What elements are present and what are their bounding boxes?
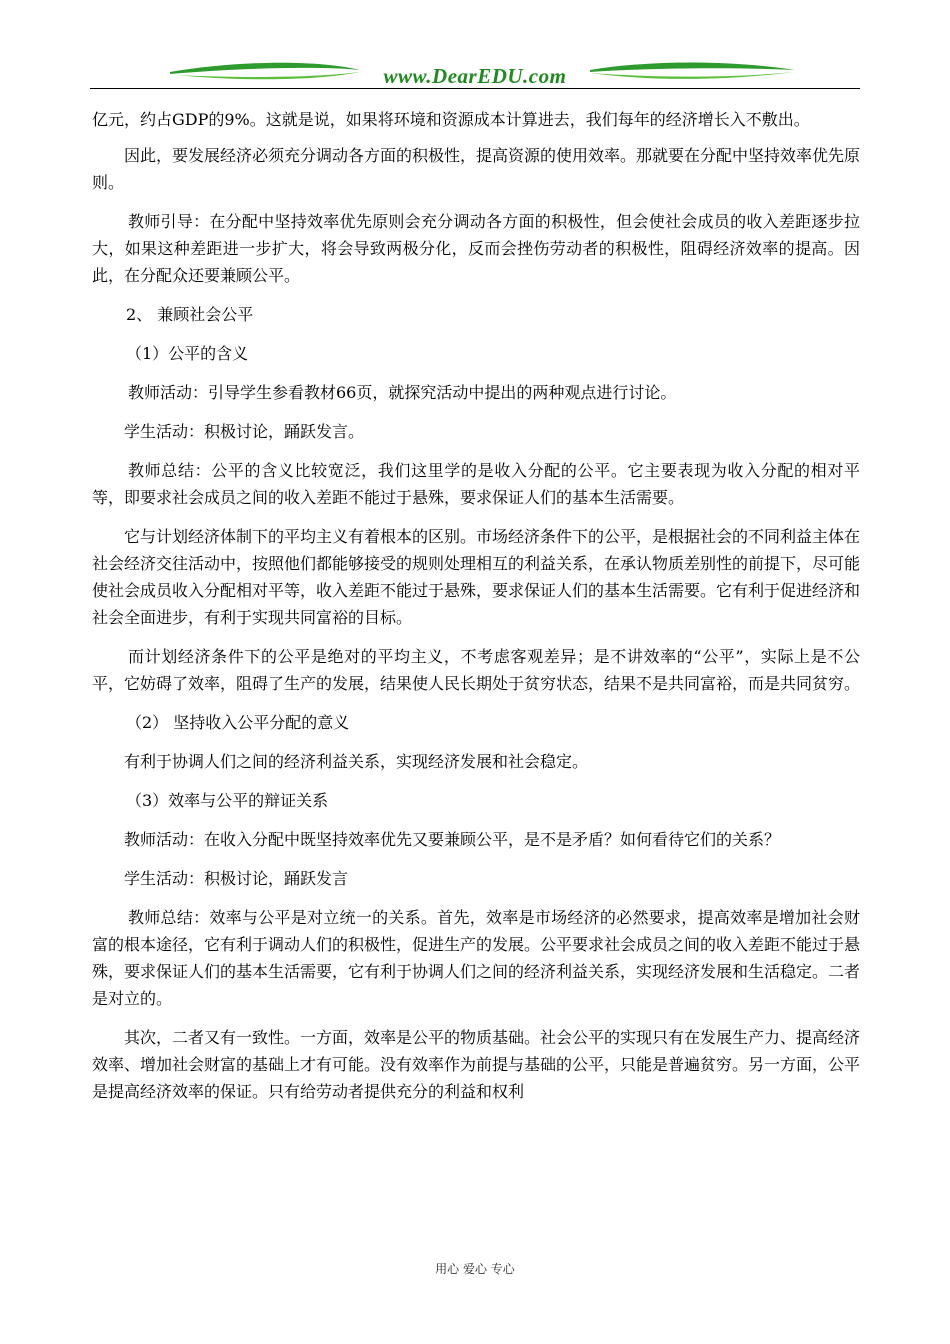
- paragraph-market-fairness: 它与计划经济体制下的平均主义有着根本的区别。市场经济条件下的公平，是根据社会的不同利益主体在社会经济交往活动中，按照他们都能够接受的规则处理相互的利益关系，在承认物质差别性的前提下，尽可能使社会成员收入分配相对平等，收入差距不能过于悬殊，要求保证人们的基本生活需要。它有利于促进经济和社会全面进步，有利于实现共同富裕的目标。: [92, 527, 861, 627]
- document-body: [92, 97, 860, 1105]
- paragraph-teacher-summary-2: 教师总结：效率与公平是对立统一的关系。首先，效率是市场经济的必然要求，提高效率是增加社会财富的根本途径，它有利于调动人们的积极性，促进生产的发展。公平要求社会成员之间的收入差距不能过于悬殊，要求保证人们的基本生活需要，它有利于协调人们之间的经济利益关系，实现经济发展和生活稳定。二者是对立的。: [92, 908, 861, 1008]
- paragraph-teacher-summary-1: 教师总结：公平的含义比较宽泛，我们这里学的是收入分配的公平。它主要表现为收入分配的相对平等，即要求社会成员之间的收入差距不能过于悬殊，要求保证人们的基本生活需要。: [92, 461, 860, 507]
- section-heading-2: 2、 兼顾社会公平: [126, 305, 254, 324]
- paragraph-teacher-activity-1: 教师活动：引导学生参看教材66页，就探究活动中提出的两种观点进行讨论。: [128, 383, 677, 402]
- subsection-heading-1: （1）公平的含义: [126, 344, 249, 363]
- paragraph-3: 教师引导：在分配中坚持效率优先原则会充分调动各方面的积极性，但会使社会成员的收入差距逐步拉大，如果这种差距进一步扩大，将会导致两极分化，反而会挫伤劳动者的积极性，阻碍经济效率的提高。因此，在分配众还要兼顾公平。: [92, 212, 860, 285]
- subsection-heading-3: （3）效率与公平的辩证关系: [126, 791, 329, 810]
- paragraph-significance: 有利于协调人们之间的经济利益关系，实现经济发展和社会稳定。: [124, 752, 589, 771]
- site-url[interactable]: www.DearEDU.com: [383, 64, 567, 88]
- paragraph-planned-fairness: 而计划经济条件下的公平是绝对的平均主义，不考虑客观差异；是不讲效率的“公平”，实际上是不公平，它妨碍了效率，阻碍了生产的发展，结果使人民长期处于贫穷状态，结果不是共同富裕，而是共同贫穷。: [92, 647, 861, 693]
- paragraph-student-activity-2: 学生活动：积极讨论，踊跃发言: [124, 869, 349, 888]
- paragraph-teacher-activity-2: 教师活动：在收入分配中既坚持效率优先又要兼顾公平，是不是矛盾？如何看待它们的关系？: [124, 830, 781, 849]
- page-footer: 用心 爱心 专心: [435, 1262, 515, 1276]
- subsection-heading-2: （2） 坚持收入公平分配的意义: [126, 713, 350, 732]
- site-header: [90, 58, 860, 88]
- paragraph-2: 因此，要发展经济必须充分调动各方面的积极性，提高资源的使用效率。那就要在分配中坚持效率优先原则。: [92, 146, 861, 192]
- paragraph-1: 亿元，约占GDP的9%。这就是说，如果将环境和资源成本计算进去，我们每年的经济增长入不敷出。: [92, 110, 810, 129]
- paragraph-student-activity-1: 学生活动：积极讨论，踊跃发言。: [124, 422, 365, 441]
- header-divider: [90, 88, 860, 89]
- paragraph-consistency: 其次，二者又有一致性。一方面，效率是公平的物质基础。社会公平的实现只有在发展生产力、提高经济效率、增加社会财富的基础上才有可能。没有效率作为前提与基础的公平，只能是普遍贫穷。另一方面，公平是提高经济效率的保证。只有给劳动者提供充分的利益和权利: [92, 1028, 861, 1101]
